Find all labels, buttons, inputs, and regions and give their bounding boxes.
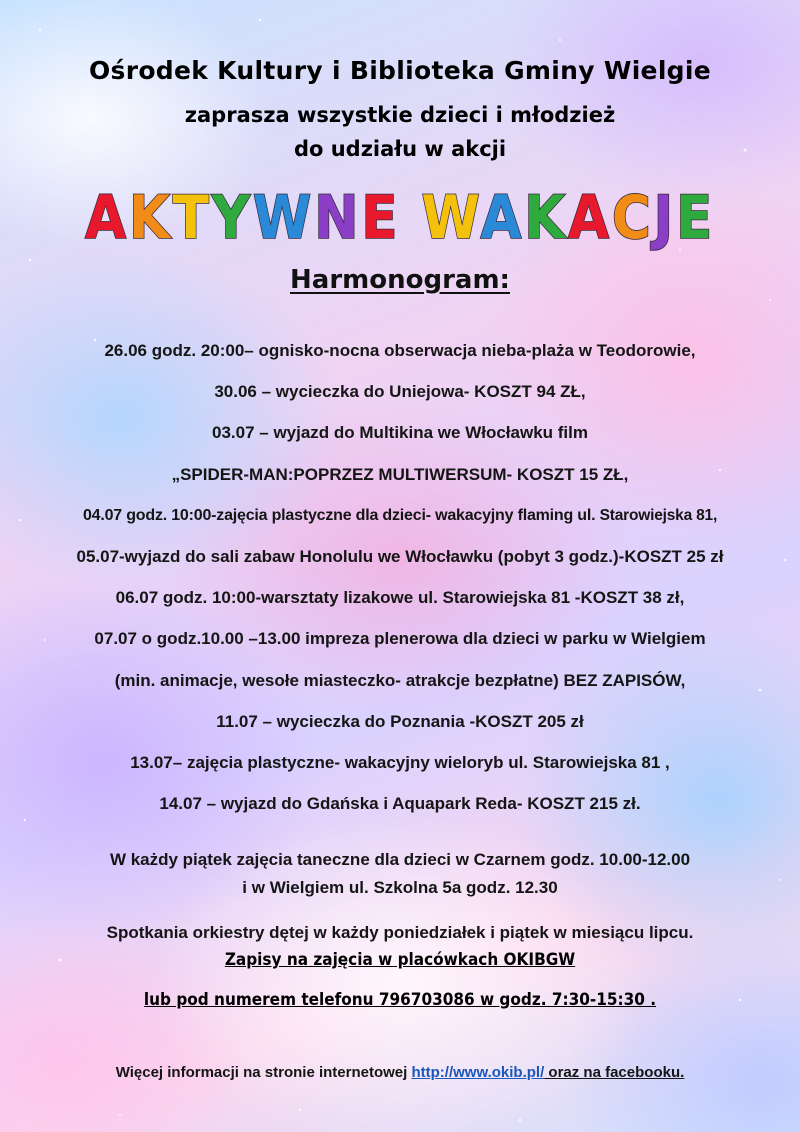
title-letter: K [128,183,179,252]
schedule-item-text: 13.07– zajęcia plastyczne- wakacyjny wieloryb ul. Starowiejska 81 , [130,752,670,772]
schedule-item [0,330,800,371]
schedule-item-text: 07.07 o godz.10.00 –13.00 impreza plenerowa dla dzieci w parku w Wielgiem [94,629,706,649]
title-letter: N [314,183,368,252]
event-title [0,182,800,252]
schedule-item-text: 26.06 godz. 20:00– ognisko-nocna obserwacja nieba-plaża w Teodorowie, [104,341,696,360]
title-letter: A [568,183,618,252]
title-letter [400,183,421,252]
schedule-item [0,371,800,412]
schedule-item [0,495,800,536]
signup-phone: lub pod numerem telefonu 796703086 w godz. 7:30-15:30 . [143,990,657,1010]
signup-locations: Zapisy na zajęcia w placówkach OKIBGW [224,950,576,970]
schedule-item [0,412,800,453]
schedule-item [0,577,800,618]
dance-classes-line-2: i w Wielgiem ul. Szkolna 5a godz. 12.30 [242,878,558,897]
website-link[interactable]: http://www.okib.pl/ [411,1064,545,1081]
schedule-item-text: 06.07 godz. 10:00-warsztaty lizakowe ul. Starowiejska 81 -KOSZT 38 zł, [115,588,685,608]
schedule-item [0,660,800,701]
schedule-item [0,701,800,742]
schedule-item-text: (min. animacje, wesołe miasteczko- atrakcje bezpłatne) BEZ ZAPISÓW, [114,670,686,690]
schedule-heading: Harmonogram: [290,265,510,295]
schedule-item-text: 14.07 – wyjazd do Gdańska i Aquapark Reda- KOSZT 215 zł. [159,794,641,814]
title-letter: E [676,183,720,252]
title-letter: A [480,183,530,252]
schedule-item-text: 05.07-wyjazd do sali zabaw Honolulu we Włocławku (pobyt 3 godz.)-KOSZT 25 zł [76,546,724,566]
schedule-item [0,536,800,577]
footer-prefix: Więcej informacji na stronie internetowej [115,1064,412,1081]
event-title-text [85,183,720,252]
event-title-rainbow-text [80,182,720,252]
schedule-item [0,783,800,824]
title-letter: A [85,183,135,252]
title-letter: T [172,183,217,252]
schedule-item-text: 04.07 godz. 10:00-zajęcia plastyczne dla dzieci- wakacyjny flaming ul. [82,506,596,524]
schedule-item [0,742,800,783]
schedule-list [0,330,800,824]
organization-name: Ośrodek Kultury i Biblioteka Gminy Wielgie [88,56,712,85]
schedule-item-text: „SPIDER-MAN:POPRZEZ MULTIWERSUM- KOSZT 15 ZŁ, [171,464,629,484]
title-letter: K [524,183,574,252]
title-letter: Y [211,183,259,252]
schedule-item-text: 11.07 – wycieczka do Poznania -KOSZT 205 zł [216,711,584,731]
schedule-item-text: 30.06 – wycieczka do Uniejowa- KOSZT 94 ZŁ, [214,382,586,402]
orchestra-meetings: Spotkania orkiestry dętej w każdy poniedziałek i piątek w miesiącu lipcu. [106,923,694,942]
footer-suffix: oraz na facebooku. [544,1064,685,1081]
title-letter: C [611,183,659,252]
invite-line-1: zaprasza wszystkie dzieci i młodzież [184,103,616,127]
schedule-item [0,454,800,495]
title-letter: W [252,183,322,252]
title-letter: W [421,183,488,252]
invite-line-2: do udziału w akcji [293,137,507,161]
title-letter: E [361,183,406,252]
schedule-item [0,618,800,659]
schedule-item-text: 03.07 – wyjazd do Multikina we Włocławku film [212,423,588,443]
title-letter: J [653,183,679,252]
footer-more-info [0,1064,800,1081]
schedule-item-address: Starowiejska 81, [599,506,718,524]
dance-classes-line-1: W każdy piątek zajęcia taneczne dla dzieci w Czarnem godz. 10.00-12.00 [109,850,691,869]
